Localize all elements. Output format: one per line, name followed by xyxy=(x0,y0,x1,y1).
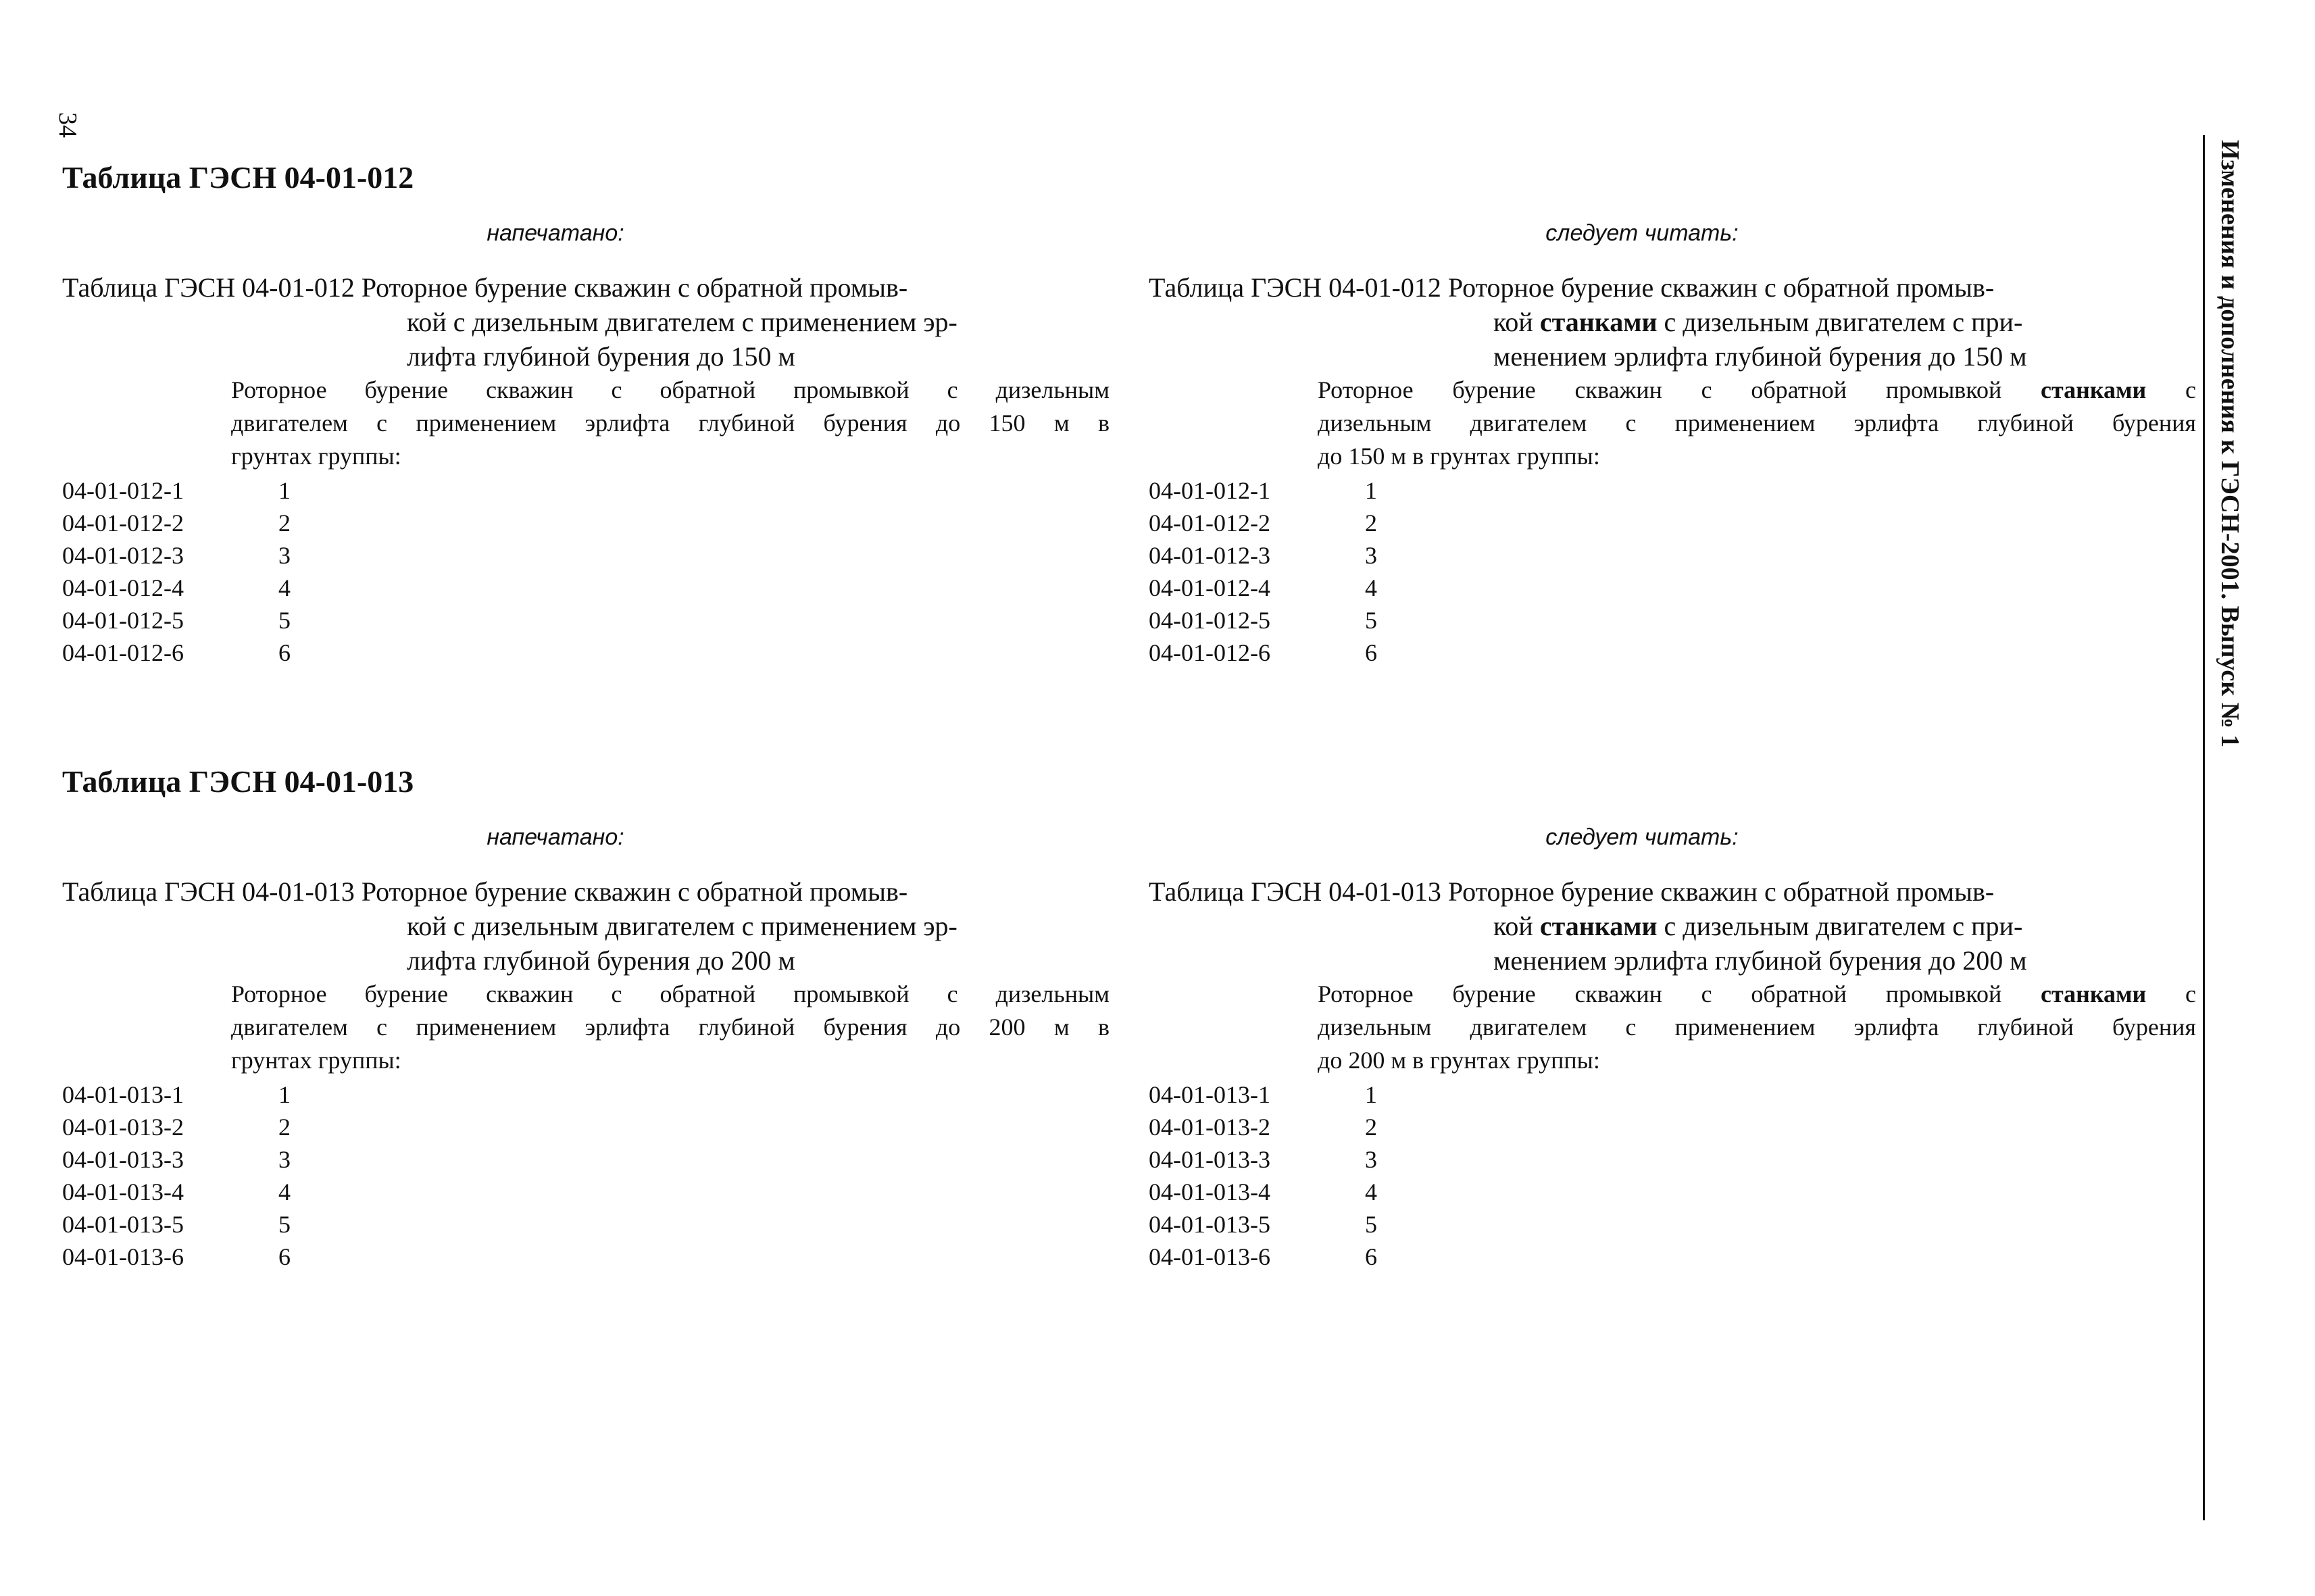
table-row xyxy=(62,572,1049,604)
desc-line: дизельным двигателем с применением эрлифта глубиной бурения xyxy=(1318,409,2196,437)
group-number: 1 xyxy=(1365,477,1377,504)
printed-column-012 xyxy=(62,216,1110,669)
corrected-table-title xyxy=(1149,874,2135,978)
table-row xyxy=(62,1111,1049,1143)
title-text: с дизельным двигателем с при- xyxy=(1657,307,2023,337)
group-number: 4 xyxy=(278,574,291,601)
table-row xyxy=(1149,604,2135,637)
table-row xyxy=(1149,572,2135,604)
corrected-description xyxy=(1318,978,2196,1077)
printed-column-013 xyxy=(62,820,1110,1273)
desc-line: двигателем с применением эрлифта глубиной бурения до 200 м в xyxy=(231,1014,1110,1041)
code: 04-01-013-3 xyxy=(62,1146,184,1173)
group-number: 2 xyxy=(278,509,291,537)
desc-line: грунтах группы: xyxy=(231,443,401,470)
printed-table-title xyxy=(62,270,1049,374)
code: 04-01-012-5 xyxy=(1149,607,1270,634)
corrected-column-013 xyxy=(1149,820,2197,1273)
inserted-word: станками xyxy=(1539,307,1658,337)
group-number: 5 xyxy=(1365,1211,1377,1238)
title-line: лифта глубиной бурения до 150 м xyxy=(407,341,795,372)
title-line: кой с дизельным двигателем с применением эр- xyxy=(407,307,957,337)
code: 04-01-012-4 xyxy=(1149,574,1270,601)
group-number: 2 xyxy=(278,1114,291,1141)
code: 04-01-012-1 xyxy=(62,477,184,504)
table-row xyxy=(62,1078,1049,1111)
section-heading-012: Таблица ГЭСН 04-01-012 xyxy=(62,160,414,195)
desc-text: Роторное бурение скважин с обратной промывкой xyxy=(1318,376,2041,403)
group-number: 3 xyxy=(278,1146,291,1173)
table-row xyxy=(1149,1176,2135,1208)
code: 04-01-013-2 xyxy=(1149,1114,1270,1141)
running-title: Изменения и дополнения к ГЭСН-2001. Выпуск № 1 xyxy=(2216,140,2244,748)
title-text: кой xyxy=(1493,911,1540,941)
table-row xyxy=(1149,637,2135,669)
group-number: 6 xyxy=(1365,1243,1377,1270)
table-row xyxy=(1149,1111,2135,1143)
code: 04-01-012-2 xyxy=(1149,509,1270,537)
desc-line: грунтах группы: xyxy=(231,1047,401,1074)
code: 04-01-013-2 xyxy=(62,1114,184,1141)
inserted-word: станками xyxy=(1539,911,1658,941)
code: 04-01-012-3 xyxy=(1149,542,1270,569)
printed-description xyxy=(231,374,1110,473)
group-number: 2 xyxy=(1365,509,1377,537)
table-row xyxy=(62,604,1049,637)
table-row xyxy=(1149,1241,2135,1273)
desc-text: с xyxy=(2146,980,2197,1007)
table-row xyxy=(1149,539,2135,572)
table-row xyxy=(1149,474,2135,507)
group-number: 6 xyxy=(278,639,291,666)
group-number: 1 xyxy=(278,477,291,504)
title-text: кой xyxy=(1493,307,1540,337)
printed-caption: напечатано: xyxy=(487,220,624,246)
group-number: 3 xyxy=(1365,1146,1377,1173)
title-line xyxy=(1149,305,2135,339)
title-line: лифта глубиной бурения до 200 м xyxy=(407,945,795,976)
group-number: 6 xyxy=(278,1243,291,1270)
group-number: 3 xyxy=(278,542,291,569)
code: 04-01-013-4 xyxy=(62,1178,184,1205)
code: 04-01-013-6 xyxy=(1149,1243,1270,1270)
group-number: 5 xyxy=(278,607,291,634)
code-list xyxy=(62,1078,1049,1273)
code: 04-01-012-6 xyxy=(1149,639,1270,666)
page-number: 34 xyxy=(53,112,82,138)
group-number: 3 xyxy=(1365,542,1377,569)
code: 04-01-013-5 xyxy=(62,1211,184,1238)
table-row xyxy=(62,637,1049,669)
title-line xyxy=(1149,909,2135,943)
printed-description xyxy=(231,978,1110,1077)
inserted-word: станками xyxy=(2040,376,2147,403)
corrected-description xyxy=(1318,374,2196,473)
group-number: 1 xyxy=(278,1081,291,1108)
group-number: 4 xyxy=(1365,1178,1377,1205)
title-line: Таблица ГЭСН 04-01-012 Роторное бурение скважин с обратной промыв- xyxy=(1149,272,1995,303)
code: 04-01-012-1 xyxy=(1149,477,1270,504)
group-number: 5 xyxy=(278,1211,291,1238)
code: 04-01-012-4 xyxy=(62,574,184,601)
desc-line: до 150 м в грунтах группы: xyxy=(1318,443,1600,470)
code: 04-01-012-2 xyxy=(62,509,184,537)
table-row xyxy=(1149,1208,2135,1241)
title-line: менением эрлифта глубиной бурения до 150 м xyxy=(1493,341,2027,372)
desc-text: с xyxy=(2146,376,2197,403)
inserted-word: станками xyxy=(2040,980,2147,1007)
desc-line: дизельным двигателем с применением эрлифта глубиной бурения xyxy=(1318,1014,2196,1041)
table-row xyxy=(62,474,1049,507)
code: 04-01-012-6 xyxy=(62,639,184,666)
group-number: 4 xyxy=(1365,574,1377,601)
desc-line: Роторное бурение скважин с обратной промывкой с дизельным xyxy=(231,980,1110,1007)
corrected-caption: следует читать: xyxy=(1545,220,1739,246)
table-row xyxy=(62,1241,1049,1273)
corrected-column-012 xyxy=(1149,216,2197,669)
desc-line: до 200 м в грунтах группы: xyxy=(1318,1047,1600,1074)
title-line: менением эрлифта глубиной бурения до 200 м xyxy=(1493,945,2027,976)
table-row xyxy=(1149,1143,2135,1176)
corrected-caption: следует читать: xyxy=(1545,824,1739,850)
code: 04-01-013-1 xyxy=(1149,1081,1270,1108)
title-line: Таблица ГЭСН 04-01-013 Роторное бурение скважин с обратной промыв- xyxy=(62,876,908,907)
desc-text: Роторное бурение скважин с обратной промывкой xyxy=(1318,980,2041,1007)
desc-line xyxy=(1318,374,2196,407)
section-heading-013: Таблица ГЭСН 04-01-013 xyxy=(62,764,414,799)
code: 04-01-012-5 xyxy=(62,607,184,634)
code: 04-01-013-5 xyxy=(1149,1211,1270,1238)
code: 04-01-012-3 xyxy=(62,542,184,569)
corrected-table-title xyxy=(1149,270,2135,374)
printed-caption: напечатано: xyxy=(487,824,624,850)
code: 04-01-013-4 xyxy=(1149,1178,1270,1205)
code-list xyxy=(62,474,1049,669)
group-number: 2 xyxy=(1365,1114,1377,1141)
table-row xyxy=(1149,1078,2135,1111)
code-list xyxy=(1149,1078,2135,1273)
table-row xyxy=(62,1208,1049,1241)
table-row xyxy=(62,507,1049,539)
table-row xyxy=(62,1176,1049,1208)
table-row xyxy=(62,1143,1049,1176)
group-number: 1 xyxy=(1365,1081,1377,1108)
desc-line: двигателем с применением эрлифта глубиной бурения до 150 м в xyxy=(231,409,1110,437)
title-line: кой с дизельным двигателем с применением эр- xyxy=(407,911,957,941)
code: 04-01-013-1 xyxy=(62,1081,184,1108)
title-line: Таблица ГЭСН 04-01-012 Роторное бурение скважин с обратной промыв- xyxy=(62,272,908,303)
group-number: 4 xyxy=(278,1178,291,1205)
title-line: Таблица ГЭСН 04-01-013 Роторное бурение скважин с обратной промыв- xyxy=(1149,876,1995,907)
printed-table-title xyxy=(62,874,1049,978)
code: 04-01-013-3 xyxy=(1149,1146,1270,1173)
table-row xyxy=(1149,507,2135,539)
code-list xyxy=(1149,474,2135,669)
group-number: 5 xyxy=(1365,607,1377,634)
group-number: 6 xyxy=(1365,639,1377,666)
desc-line: Роторное бурение скважин с обратной промывкой с дизельным xyxy=(231,376,1110,403)
desc-line xyxy=(1318,978,2196,1011)
code: 04-01-013-6 xyxy=(62,1243,184,1270)
title-text: с дизельным двигателем с при- xyxy=(1657,911,2023,941)
table-row xyxy=(62,539,1049,572)
side-rule xyxy=(2203,135,2205,1520)
